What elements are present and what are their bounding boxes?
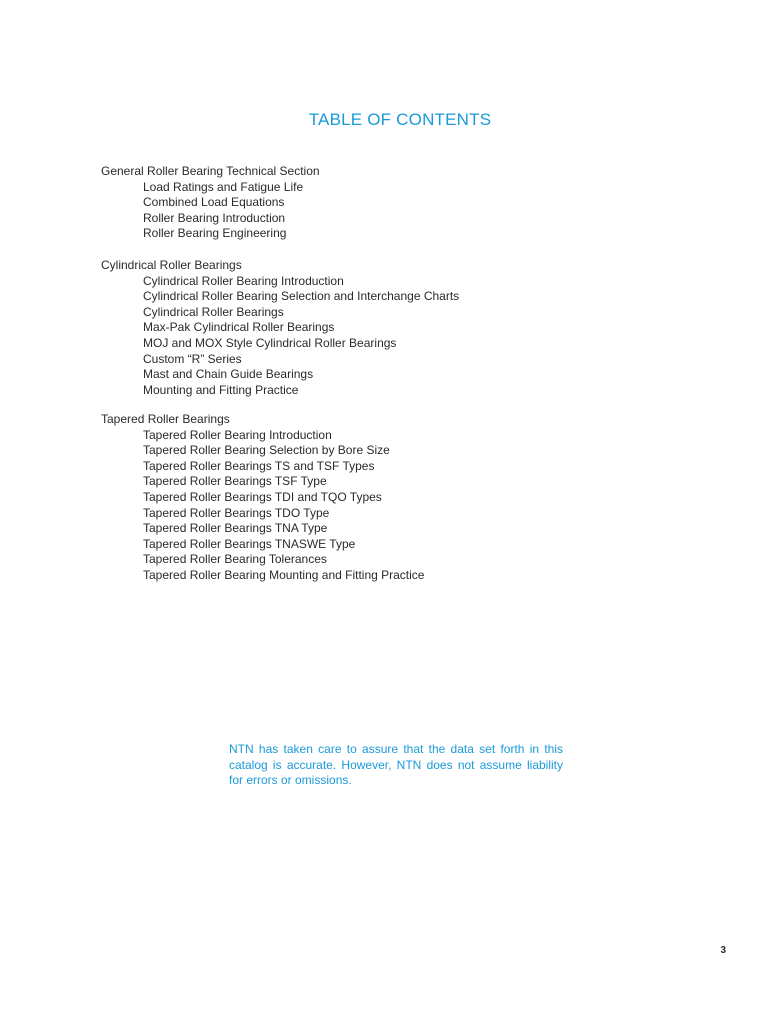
toc-item: Tapered Roller Bearing Tolerances: [143, 552, 327, 567]
toc-item: Custom “R” Series: [143, 351, 242, 366]
toc-item: Roller Bearing Engineering: [143, 226, 287, 241]
toc-item: Tapered Roller Bearings TDO Type: [143, 505, 330, 520]
toc-item: Tapered Roller Bearings TNASWE Type: [143, 536, 356, 551]
toc-item: Cylindrical Roller Bearings: [143, 304, 284, 319]
toc-item: Combined Load Equations: [143, 195, 285, 210]
page-number: 3: [720, 945, 726, 956]
toc-item: Tapered Roller Bearing Introduction: [143, 427, 332, 442]
toc-section-heading: Tapered Roller Bearings: [101, 412, 230, 426]
toc-section-heading: General Roller Bearing Technical Section: [101, 164, 320, 178]
toc-item-list: [101, 180, 661, 242]
toc-item: Roller Bearing Introduction: [143, 210, 286, 225]
toc-item: MOJ and MOX Style Cylindrical Roller Bearings: [143, 335, 397, 350]
toc-item: Cylindrical Roller Bearing Selection and Interchange Charts: [143, 289, 460, 304]
page-title: TABLE OF CONTENTS: [308, 110, 492, 129]
toc-item-list: [101, 274, 661, 399]
toc-item-list: [101, 428, 661, 584]
toc-item: Max-Pak Cylindrical Roller Bearings: [143, 320, 335, 335]
toc-item: Mast and Chain Guide Bearings: [143, 367, 314, 382]
toc-section-general: [101, 164, 661, 242]
toc-section-tapered: [101, 412, 661, 584]
toc-item: Tapered Roller Bearings TS and TSF Types: [143, 458, 375, 473]
toc-item: Tapered Roller Bearing Mounting and Fitting Practice: [143, 567, 425, 582]
toc-item: Mounting and Fitting Practice: [143, 382, 299, 397]
toc-section-heading: Cylindrical Roller Bearings: [101, 258, 242, 272]
toc-item: Cylindrical Roller Bearing Introduction: [143, 273, 344, 288]
toc-item: Load Ratings and Fatigue Life: [143, 179, 304, 194]
toc-item: Tapered Roller Bearings TDI and TQO Types: [143, 489, 382, 504]
toc-item: Tapered Roller Bearings TNA Type: [143, 521, 328, 536]
toc-item: Tapered Roller Bearing Selection by Bore Size: [143, 443, 390, 458]
toc-section-cylindrical: [101, 258, 661, 398]
toc-item: Tapered Roller Bearings TSF Type: [143, 474, 327, 489]
disclaimer-note: NTN has taken care to assure that the data set forth in this catalog is accurate. However, NTN does not assume liability for errors or omissions.: [229, 742, 563, 787]
